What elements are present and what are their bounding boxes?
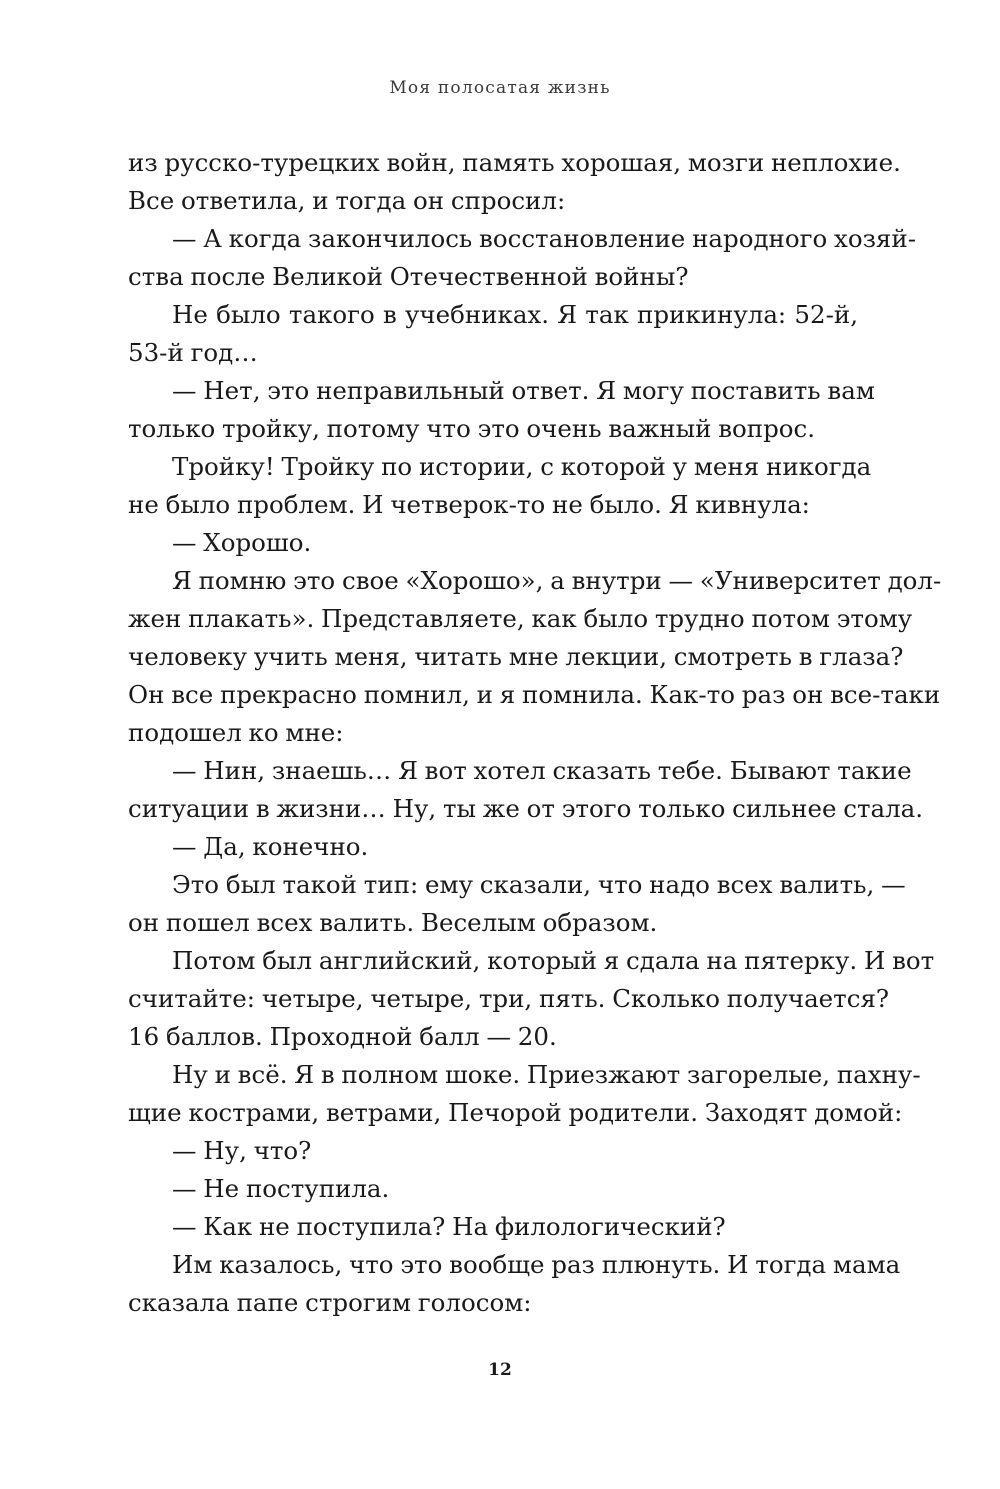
text-line: 16 баллов. Проходной балл — 20. (128, 1022, 557, 1051)
body-text (128, 144, 942, 1322)
page-number: 12 (488, 1360, 512, 1380)
text-line: 53-й год… (128, 338, 258, 367)
text-line: Я помню это свое «Хорошо», а внутри — «Университет дол- (172, 566, 942, 595)
text-line: Ну и всё. Я в полном шоке. Приезжают загорелые, пахну- (172, 1060, 921, 1089)
text-line: Им казалось, что это вообще раз плюнуть. И тогда мама (172, 1250, 901, 1279)
text-line: из русско-турецких войн, память хорошая, мозги неплохие. (128, 148, 901, 177)
text-line: — Нет, это неправильный ответ. Я могу поставить вам (172, 376, 875, 405)
text-line: Все ответила, и тогда он спросил: (128, 186, 566, 215)
text-line: Тройку! Тройку по истории, с которой у меня никогда (172, 452, 872, 481)
text-line: не было проблем. И четверок-то не было. Я кивнула: (128, 490, 810, 519)
text-line: считайте: четыре, четыре, три, пять. Сколько получается? (128, 984, 890, 1013)
text-line: жен плакать». Представляете, как было трудно потом этому (128, 604, 913, 633)
text-line: — Ну, что? (172, 1136, 312, 1165)
text-line: Это был такой тип: ему сказали, что надо всех валить, — (172, 870, 906, 899)
text-line: Он все прекрасно помнил, и я помнила. Как-то раз он все-таки (128, 680, 941, 709)
text-line: — Нин, знаешь… Я вот хотел сказать тебе. Бывают такие (172, 756, 912, 785)
text-line: — А когда закончилось восстановление народного хозяй- (172, 224, 916, 253)
text-line: щие кострами, ветрами, Печорой родители. Заходят домой: (128, 1098, 903, 1127)
text-line: ситуации в жизни… Ну, ты же от этого только сильнее стала. (128, 794, 924, 823)
text-line: Не было такого в учебниках. Я так прикинула: 52-й, (172, 300, 858, 329)
running-head: Моя полосатая жизнь (389, 78, 611, 98)
text-line: сказала папе строгим голосом: (128, 1288, 532, 1317)
text-line: — Как не поступила? На филологический? (172, 1212, 726, 1241)
text-line: подошел ко мне: (128, 718, 344, 747)
text-line: Потом был английский, который я сдала на пятерку. И вот (172, 946, 935, 975)
text-line: он пошел всех валить. Веселым образом. (128, 908, 658, 937)
text-line: — Да, конечно. (172, 832, 369, 861)
text-line: — Хорошо. (172, 528, 312, 557)
text-line: только тройку, потому что это очень важный вопрос. (128, 414, 816, 443)
text-line: — Не поступила. (172, 1174, 390, 1203)
text-line: ства после Великой Отечественной войны? (128, 262, 689, 291)
text-line: человеку учить меня, читать мне лекции, смотреть в глаза? (128, 642, 904, 671)
